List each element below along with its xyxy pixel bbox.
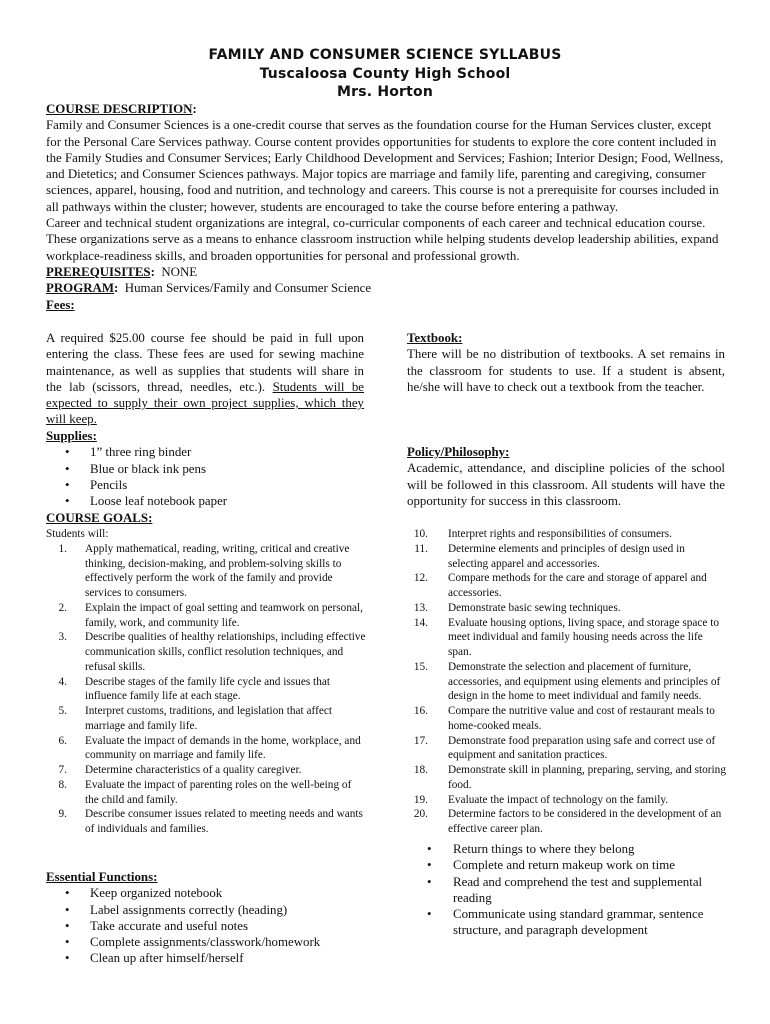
goal-number: 4. [58, 675, 67, 688]
list-item: • Take accurate and useful notes [46, 918, 376, 934]
textbook-label: Textbook: [407, 331, 463, 345]
essential-functions-list-right [410, 841, 730, 939]
goal-text: Describe qualities of healthy relationships, including effective communication skills, conflict resolution techniques, and refusal skills. [85, 631, 366, 673]
essential-functions-list-left [46, 885, 376, 966]
goal-text: Evaluate the impact of technology on the family. [448, 793, 669, 806]
goal-text: Determine factors to be considered in the development of an effective career plan. [448, 808, 722, 835]
goal-number: 20. [413, 808, 428, 821]
goal-text: Describe stages of the family life cycle and issues that influence family life at each stage. [85, 675, 330, 703]
goal-number: 9. [58, 808, 67, 821]
course-description-colon: : [192, 102, 197, 116]
list-item: • Blue or black ink pens [46, 461, 376, 477]
list-item: • Label assignments correctly (heading) [46, 902, 376, 918]
course-goals-label: COURSE GOALS: [46, 511, 153, 525]
goal-item [407, 763, 727, 793]
goal-item [407, 527, 727, 542]
supplies-label: Supplies: [46, 429, 97, 443]
goal-item [407, 601, 727, 616]
course-description-text: Family and Consumer Sciences is a one-credit course that serves as the foundation course for the Human Services cluster, except for the Personal Care Services pathway. Course content provides opportunities for students to explore the core content included in the Family Studies and Consumer Services; Early Childhood Development and Services; Fashion; Interior Design; Food, Wellness, and Dietetics; and Consumer Sciences pathways. Major topics are marriage and family life, parenting and caregiving, consumer sciences, apparel, housing, food and nutrition, and technology and careers. This course is not a prerequisite for courses included in all pathways within the cluster; however, students are encouraged to take the course before entering a pathway. [46, 118, 724, 214]
textbook-section [407, 330, 725, 395]
goal-text: Evaluate housing options, living space, and storage space to meet individual and family housing needs across the life span. [448, 616, 720, 658]
goal-number: 6. [58, 734, 67, 747]
list-item: • Return things to where they belong [410, 841, 730, 857]
course-goals-right-column [407, 527, 727, 837]
goal-number: 14. [413, 616, 428, 629]
goal-text: Compare methods for the care and storage of apparel and accessories. [448, 572, 707, 599]
program-line: PROGRAM: Human Services/Family and Consumer Science [46, 281, 372, 296]
school-name: Tuscaloosa County High School [259, 65, 511, 82]
goal-item [407, 793, 727, 808]
cte-organizations-text: Career and technical student organizations are integral, co-curricular components of each career and technical education course. These organizations serve as a means to enhance classroom instruction while helping students develop leadership abilities, expand workplace-readiness skills, and broaden opportunities for personal and professional growth. [46, 216, 719, 263]
goal-text: Interpret rights and responsibilities of consumers. [448, 528, 673, 540]
list-item: • Complete and return makeup work on time [410, 857, 730, 873]
goal-item [46, 601, 366, 631]
list-item: • Pencils [46, 477, 376, 493]
goal-item [407, 571, 727, 601]
policy-section [407, 444, 725, 509]
prerequisites-value: NONE [161, 264, 198, 279]
goal-item [407, 616, 727, 660]
goal-text: Apply mathematical, reading, writing, critical and creative thinking, decision-making, and problem-solving skills to effectively perform the work of the family and provide services to consumers. [85, 542, 350, 599]
fees-text: A required $25.00 course fee should be paid in full upon entering the class. These fees are used for sewing machine maintenance, as well as supplies that students will share in the lab (scissors, thread, needles, etc.). [46, 331, 364, 394]
goal-item [407, 807, 727, 837]
supplies-section [46, 428, 376, 509]
goal-item [46, 763, 366, 778]
goal-text: Demonstrate skill in planning, preparing, serving, and storing food. [448, 764, 726, 791]
goal-item [46, 778, 366, 808]
goal-number: 16. [413, 705, 428, 717]
goal-item [407, 734, 727, 764]
essential-functions-right-column [410, 841, 730, 939]
fees-section [46, 330, 364, 428]
list-item: • Communicate using standard grammar, sentence structure, and paragraph development [410, 906, 730, 939]
textbook-text: There will be no distribution of textbooks. A set remains in the classroom for students to use. If a student is absent, he/she will have to check out a textbook from the teacher. [407, 347, 725, 394]
goal-number: 13. [413, 601, 428, 614]
goal-item [46, 807, 366, 837]
supplies-list [46, 444, 376, 509]
essential-functions-label: Essential Functions: [46, 870, 158, 884]
goal-number: 2. [58, 601, 67, 614]
goal-item [407, 542, 727, 572]
course-description-section [46, 101, 724, 313]
goal-item [407, 660, 727, 704]
course-goals-heading [46, 510, 346, 526]
goal-number: 5. [58, 705, 67, 717]
goal-text: Evaluate the impact of parenting roles on the well-being of the child and family. [85, 778, 352, 806]
essential-functions-section [46, 869, 376, 967]
goal-number: 15. [413, 660, 428, 673]
goal-number: 8. [58, 778, 67, 791]
list-item: • Read and comprehend the test and supplemental reading [410, 874, 730, 907]
course-description-label: COURSE DESCRIPTION [46, 102, 193, 116]
goals-intro: Students will: [46, 528, 109, 540]
goal-item [46, 734, 366, 764]
goal-number: 18. [413, 764, 428, 776]
document-title: FAMILY AND CONSUMER SCIENCE SYLLABUS [208, 47, 562, 63]
goal-text: Describe consumer issues related to meeting needs and wants of individuals and families. [85, 808, 363, 835]
goal-text: Determine characteristics of a quality caregiver. [85, 764, 302, 776]
list-item: • Keep organized notebook [46, 885, 376, 901]
list-item: • Complete assignments/classwork/homework [46, 934, 376, 950]
goal-text: Demonstrate the selection and placement of furniture, accessories, and equipment using elements and principles of design in the home to meet individual and family needs. [448, 660, 721, 703]
goal-text: Determine elements and principles of design used in selecting apparel and accessories. [448, 542, 685, 570]
goal-text: Demonstrate food preparation using safe and correct use of equipment and sanitation practices. [448, 734, 716, 762]
goal-text: Interpret customs, traditions, and legislation that affect marriage and family life. [85, 705, 332, 732]
goal-number: 3. [58, 631, 67, 644]
program-value: Human Services/Family and Consumer Science [124, 281, 372, 296]
goal-text: Evaluate the impact of demands in the home, workplace, and community on marriage and family life. [85, 734, 361, 762]
policy-text: Academic, attendance, and discipline policies of the school will be followed in this classroom. All students will have the opportunity for success in this classroom. [407, 461, 725, 508]
goal-number: 11. [414, 542, 428, 555]
course-goals-left-column [46, 527, 366, 837]
goal-item [46, 675, 366, 705]
goal-number: 10. [413, 528, 428, 540]
teacher-name: Mrs. Horton [336, 84, 434, 100]
goal-item [407, 704, 727, 734]
fees-label: Fees: [46, 297, 75, 312]
list-item: • Loose leaf notebook paper [46, 493, 376, 509]
goal-number: 19. [413, 793, 428, 806]
goal-number: 12. [413, 572, 428, 585]
prerequisites-label: PREREQUISITES [46, 264, 151, 279]
goal-number: 17. [413, 734, 428, 747]
list-item: • Clean up after himself/herself [46, 950, 376, 966]
program-label: PROGRAM [46, 281, 115, 296]
goal-text: Compare the nutritive value and cost of restaurant meals to home-cooked meals. [448, 705, 715, 732]
list-item: • 1” three ring binder [46, 444, 376, 460]
goal-item [46, 542, 366, 601]
prerequisites-line: PREREQUISITES: NONE [46, 264, 198, 279]
fees-supplies-note: Students will be expected to supply their own project supplies, which they will keep. [46, 379, 364, 427]
goal-number: 1. [58, 542, 67, 555]
goal-item [46, 630, 366, 674]
goal-number: 7. [58, 764, 67, 776]
policy-label: Policy/Philosophy: [407, 445, 510, 459]
goal-text: Explain the impact of goal setting and teamwork on personal, family, work, and community life. [85, 601, 363, 629]
goal-item [46, 704, 366, 734]
goal-text: Demonstrate basic sewing techniques. [448, 601, 621, 614]
